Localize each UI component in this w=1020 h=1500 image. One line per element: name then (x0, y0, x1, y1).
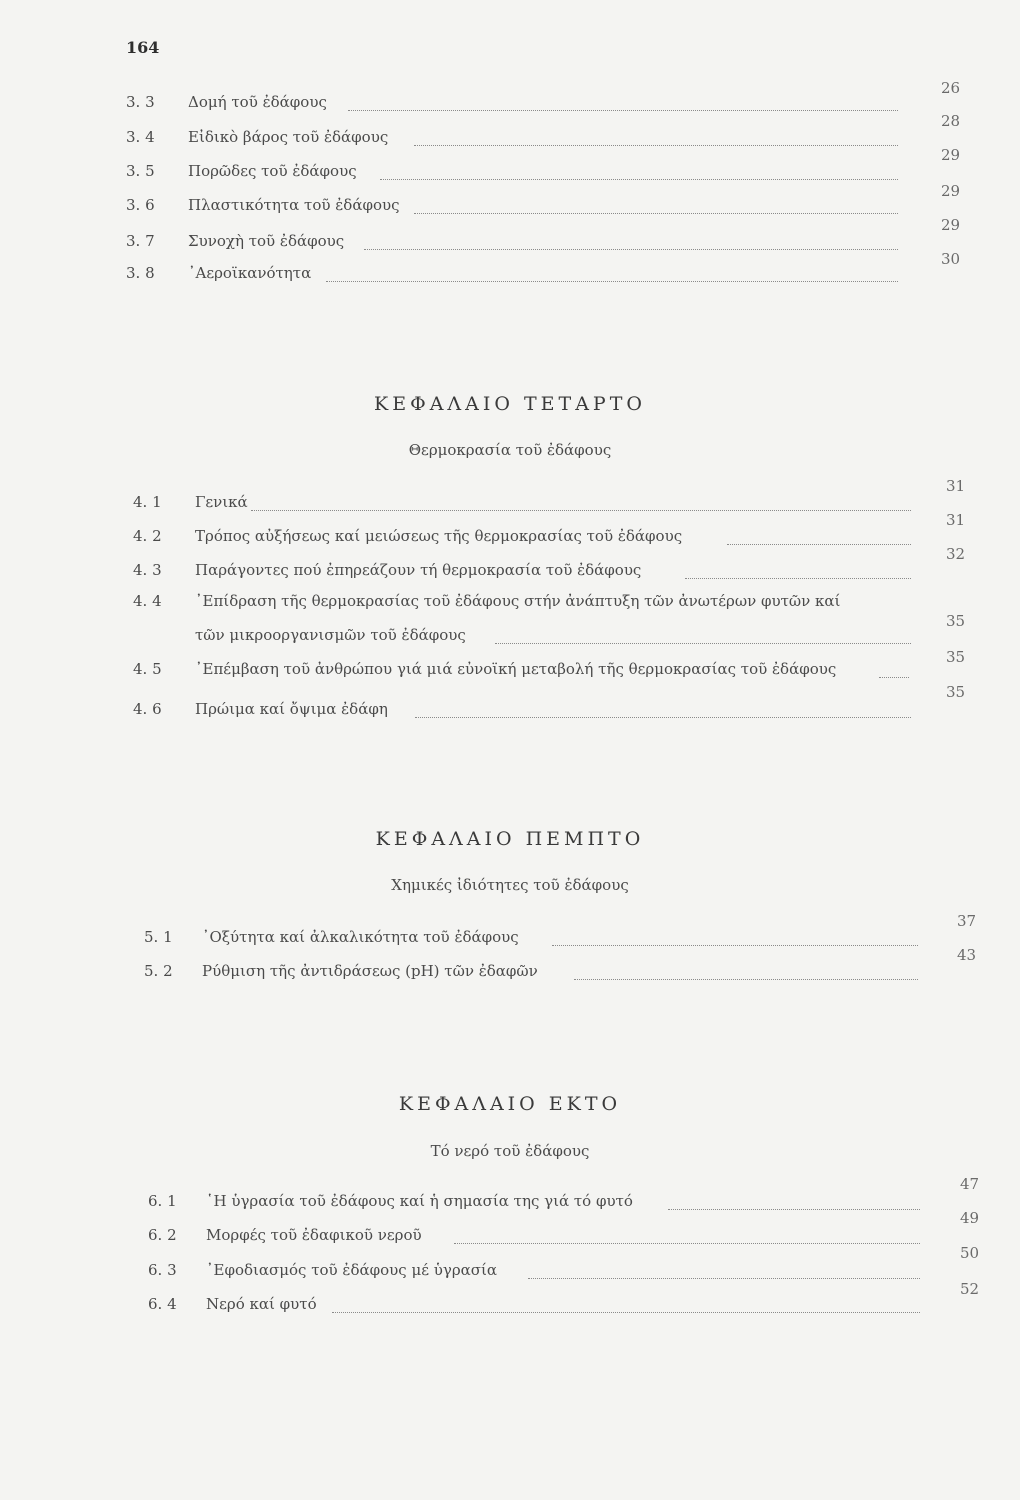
entry-title: Γενικά (195, 493, 248, 511)
entry-number: 6. 2 (148, 1226, 177, 1244)
dot-leader (727, 544, 911, 545)
entry-page: 49 (960, 1209, 980, 1227)
toc-entry (126, 162, 926, 184)
dot-leader (574, 979, 918, 980)
toc-entry (144, 928, 924, 950)
toc-entry (126, 128, 926, 150)
entry-title: Συνοχὴ τοῦ ἐδάφους (188, 232, 345, 250)
entry-number: 3. 8 (126, 264, 155, 282)
chapter-subtitle: Θερμοκρασία τοῦ ἐδάφους (408, 441, 612, 459)
toc-entry-continuation (133, 626, 923, 648)
dot-leader (495, 643, 911, 644)
dot-leader (414, 213, 898, 214)
dot-leader (685, 578, 911, 579)
dot-leader (879, 677, 909, 678)
entry-title: Πρώιμα καί ὄψιμα ἐδάφη (195, 700, 388, 718)
entry-page: 30 (941, 250, 961, 268)
toc-entry (148, 1192, 928, 1214)
toc-entry (133, 493, 923, 515)
entry-number: 5. 2 (144, 962, 173, 980)
entry-page: 31 (946, 477, 966, 495)
entry-number: 4. 6 (133, 700, 162, 718)
entry-title: Πλαστικότητα τοῦ ἐδάφους (188, 196, 400, 214)
entry-title: Νερό καί φυτό (206, 1295, 317, 1313)
dot-leader (415, 717, 911, 718)
entry-title: ᾿Εφοδιασμός τοῦ ἐδάφους μέ ὑγρασία (206, 1261, 498, 1279)
dot-leader (380, 179, 898, 180)
chapter-heading: ΚΕΦΑΛΑΙΟ ΤΕΤΑΡΤΟ (374, 393, 646, 415)
entry-number: 3. 4 (126, 128, 155, 146)
dot-leader (668, 1209, 920, 1210)
dot-leader (552, 945, 918, 946)
entry-number: 4. 2 (133, 527, 162, 545)
entry-page: 43 (957, 946, 977, 964)
dot-leader (348, 110, 898, 111)
entry-title: Παράγοντες πού ἐπηρεάζουν τή θερμοκρασία τοῦ ἐδάφους (195, 561, 642, 579)
entry-number: 6. 1 (148, 1192, 177, 1210)
entry-number: 3. 5 (126, 162, 155, 180)
entry-page: 52 (960, 1280, 980, 1298)
entry-page: 31 (946, 511, 966, 529)
toc-entry (133, 660, 923, 682)
toc-entry (144, 962, 924, 984)
toc-entry (133, 592, 923, 614)
entry-title: Πορῶδες τοῦ ἐδάφους (188, 162, 357, 180)
entry-page: 37 (957, 912, 977, 930)
entry-number: 3. 7 (126, 232, 155, 250)
entry-number: 3. 6 (126, 196, 155, 214)
dot-leader (364, 249, 898, 250)
entry-number: 4. 3 (133, 561, 162, 579)
entry-title: Ρύθμιση τῆς ἀντιδράσεως (pH) τῶν ἐδαφῶν (202, 962, 538, 980)
entry-title: Εἰδικὸ βάρος τοῦ ἐδάφους (188, 128, 389, 146)
entry-page: 50 (960, 1244, 980, 1262)
entry-number: 4. 4 (133, 592, 162, 610)
toc-entry (133, 700, 923, 722)
toc-entry (133, 527, 923, 549)
dot-leader (528, 1278, 920, 1279)
dot-leader (454, 1243, 920, 1244)
entry-title: ῾Η ὑγρασία τοῦ ἐδάφους καί ἡ σημασία της γιά τό φυτό (206, 1192, 633, 1210)
entry-title: Μορφές τοῦ ἐδαφικοῦ νεροῦ (206, 1226, 422, 1244)
dot-leader (414, 145, 898, 146)
chapter-heading: ΚΕΦΑΛΑΙΟ ΠΕΜΠΤΟ (375, 828, 645, 850)
entry-title: Δομή τοῦ ἐδάφους (188, 93, 327, 111)
entry-number: 5. 1 (144, 928, 173, 946)
toc-entry (126, 196, 926, 218)
chapter-subtitle: Τό νερό τοῦ ἐδάφους (430, 1142, 590, 1160)
chapter-subtitle: Χημικές ἰδιότητες τοῦ ἐδάφους (391, 876, 629, 894)
entry-page: 29 (941, 182, 961, 200)
toc-entry (126, 93, 926, 115)
entry-title: ᾿Οξύτητα καί ἀλκαλικότητα τοῦ ἐδάφους (202, 928, 519, 946)
dot-leader (251, 510, 911, 511)
toc-entry (133, 561, 923, 583)
entry-number: 4. 5 (133, 660, 162, 678)
entry-number: 3. 3 (126, 93, 155, 111)
entry-title: τῶν μικροοργανισμῶν τοῦ ἐδάφους (195, 626, 466, 644)
entry-page: 35 (946, 648, 966, 666)
entry-page: 35 (946, 683, 966, 701)
entry-title: ᾿Αεροϊκανότητα (188, 264, 312, 282)
entry-number: 6. 4 (148, 1295, 177, 1313)
entry-page: 29 (941, 216, 961, 234)
dot-leader (326, 281, 898, 282)
toc-entry (148, 1295, 928, 1317)
toc-entry (126, 264, 926, 286)
dot-leader (332, 1312, 920, 1313)
entry-title: Τρόπος αὐξήσεως καί μειώσεως τῆς θερμοκρασίας τοῦ ἐδάφους (195, 527, 683, 545)
entry-title: ᾿Επίδραση τῆς θερμοκρασίας τοῦ ἐδάφους στήν ἀνάπτυξη τῶν ἀνωτέρων φυτῶν καί (195, 592, 841, 610)
entry-title: ᾿Επέμβαση τοῦ ἀνθρώπου γιά μιά εὐνοϊκή μεταβολή τῆς θερμοκρασίας τοῦ ἐδάφους (195, 660, 837, 678)
entry-page: 28 (941, 112, 961, 130)
entry-page: 32 (946, 545, 966, 563)
toc-entry (148, 1226, 928, 1248)
entry-number: 6. 3 (148, 1261, 177, 1279)
entry-page: 29 (941, 146, 961, 164)
entry-page: 47 (960, 1175, 980, 1193)
toc-entry (148, 1261, 928, 1283)
toc-entry (126, 232, 926, 254)
page-number: 164 (126, 38, 160, 57)
entry-page: 35 (946, 612, 966, 630)
chapter-heading: ΚΕΦΑΛΑΙΟ ΕΚΤΟ (398, 1093, 622, 1115)
entry-number: 4. 1 (133, 493, 162, 511)
entry-page: 26 (941, 79, 961, 97)
